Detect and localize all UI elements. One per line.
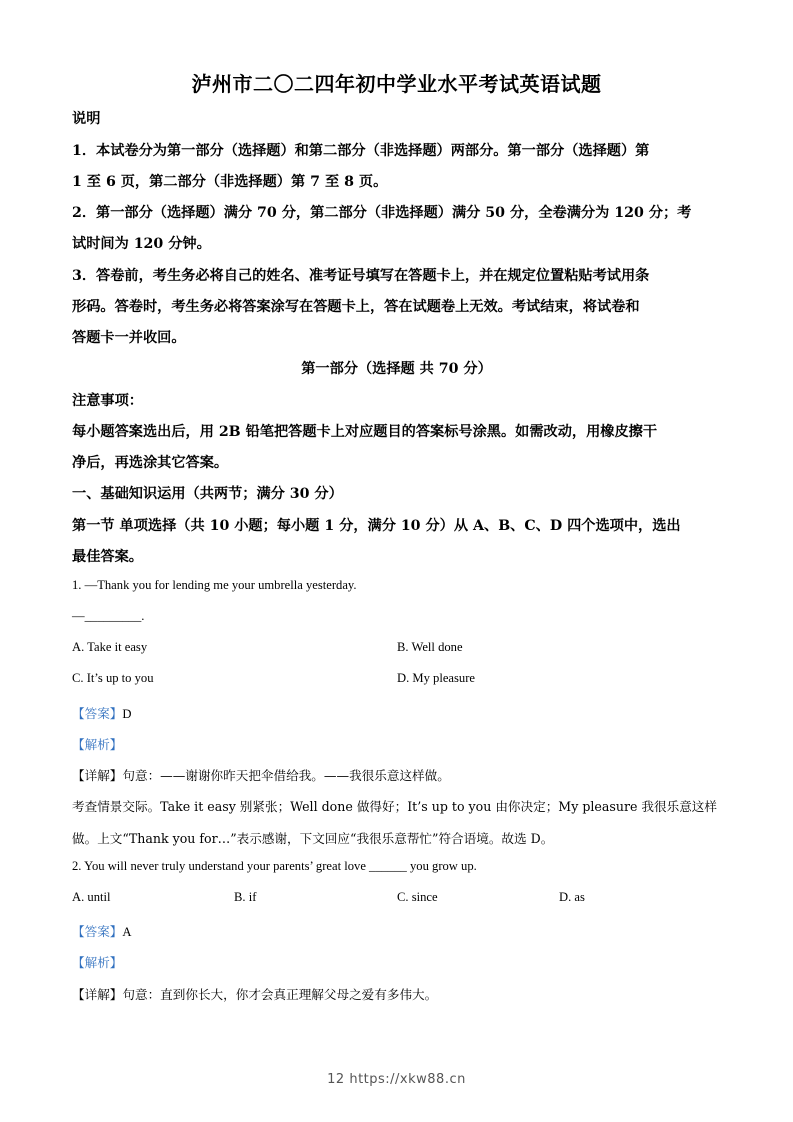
q2-option-a: A. until [72, 890, 111, 904]
q2-option-c: C. since [397, 890, 438, 904]
instruction-line: 形码。答卷时，考生务必将答案涂写在答题卡上，答在试题卷上无效。考试结束，将试卷和 [72, 299, 640, 315]
answer-label: 【答案】 [72, 924, 123, 939]
q2-answer: A [122, 925, 132, 939]
part-one-heading: 第一部分（选择题 共 70 分） [301, 361, 492, 377]
q1-detail-row [72, 765, 722, 784]
page-title: 泸州市二〇二四年初中学业水平考试英语试题 [191, 72, 602, 96]
q1-analysis-label: 【解析】 [72, 737, 123, 752]
q1-detail-text: 句意：——谢谢你昨天把伞借给我。——我很乐意这样做。 [122, 768, 450, 783]
subsection-line: 第一节 单项选择（共 10 小题；每小题 1 分，满分 10 分）从 A、B、C、D 四个选项中，选出 [72, 518, 681, 534]
instruction-line: 1．本试卷分为第一部分（选择题）和第二部分（非选择题）两部分。第一部分（选择题）第 [72, 143, 650, 159]
question-2-stem: 2. You will never truly understand your parents’ great love ______ you grow up. [72, 859, 477, 873]
q2-detail-row [72, 984, 722, 1003]
question-1-stem: 1. —Thank you for lending me your umbrella yesterday. [72, 578, 357, 592]
q1-option-b: B. Well done [397, 640, 463, 654]
q2-answer-row [72, 921, 722, 940]
instruction-line: 试时间为 120 分钟。 [72, 236, 211, 252]
q2-option-d: D. as [559, 890, 585, 904]
q1-answer: D [122, 707, 132, 721]
instruction-line: 1 至 6 页，第二部分（非选择题）第 7 至 8 页。 [72, 174, 388, 190]
q2-option-b: B. if [234, 890, 257, 904]
answer-label: 【答案】 [72, 706, 123, 721]
q1-option-a: A. Take it easy [72, 640, 148, 654]
q2-detail-text: 句意：直到你长大，你才会真正理解父母之爱有多伟大。 [122, 987, 438, 1002]
notice-line: 净后，再选涂其它答案。 [72, 455, 229, 471]
page-footer: 12 https://xkw88.cn [327, 1072, 466, 1087]
instruction-line: 3．答卷前，考生务必将自己的姓名、准考证号填写在答题卡上，并在规定位置粘贴考试用条 [72, 268, 650, 284]
instruction-line: 2．第一部分（选择题）满分 70 分，第二部分（非选择题）满分 50 分，全卷满分为 120 分；考 [72, 205, 692, 221]
instructions-heading: 说明 [72, 111, 101, 127]
q2-analysis-label: 【解析】 [72, 955, 123, 970]
detail-label: 【详解】 [72, 768, 123, 783]
q1-detail-line: 做。上文“Thank you for…”表示感谢，下文回应“我很乐意帮忙”符合语境。故选 D。 [72, 831, 554, 846]
detail-label: 【详解】 [72, 987, 123, 1002]
subsection-line: 最佳答案。 [72, 549, 143, 565]
q1-answer-row [72, 703, 722, 722]
section-heading: 一、基础知识运用（共两节；满分 30 分） [72, 486, 343, 502]
question-1-blank: —_________. [72, 609, 145, 623]
q1-detail-line: 考查情景交际。Take it easy 别紧张；Well done 做得好；It’s up to you 由你决定；My pleasure 我很乐意这样 [72, 799, 717, 814]
instruction-line: 答题卡一并收回。 [72, 330, 186, 346]
notice-line: 每小题答案选出后，用 2B 铅笔把答题卡上对应题目的答案标号涂黑。如需改动，用橡皮擦干 [72, 424, 658, 440]
notice-heading: 注意事项： [72, 393, 143, 409]
q1-option-d: D. My pleasure [397, 671, 475, 685]
q1-option-c: C. It’s up to you [72, 671, 154, 685]
